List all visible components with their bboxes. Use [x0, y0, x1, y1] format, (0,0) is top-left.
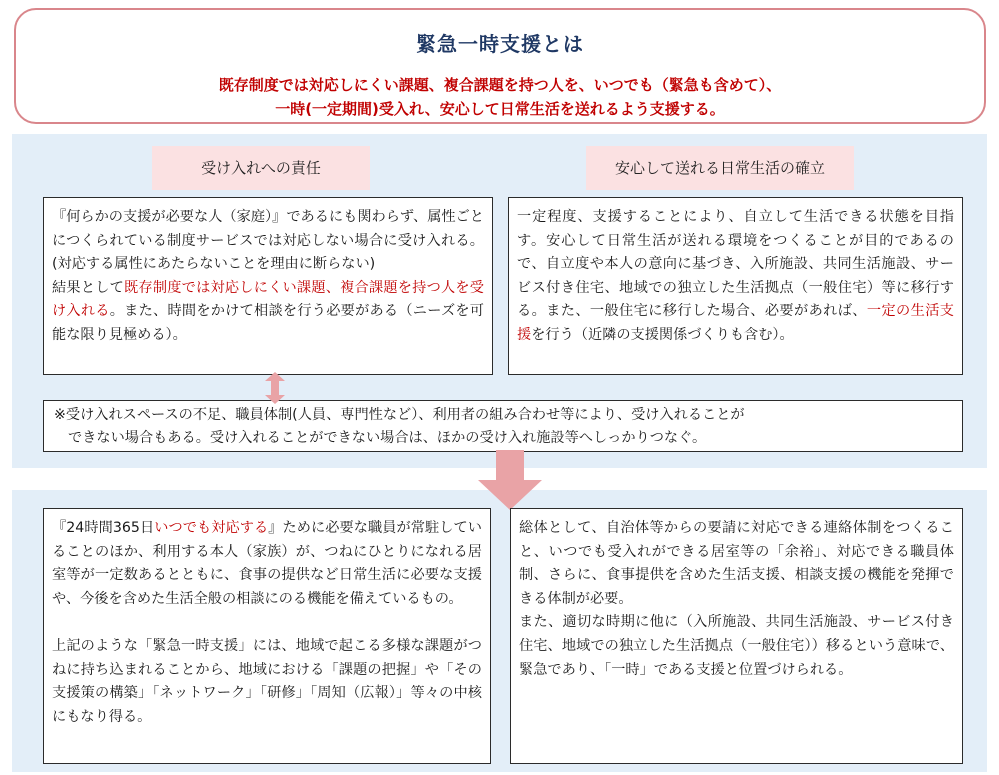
function-p1-highlight: いつでも対応する: [154, 520, 269, 536]
function-p1-prefix: 『24時間365日: [52, 520, 155, 536]
daily-life-box: [508, 197, 963, 375]
subtitle-line-2: 一時(一定期間)受入れ、安心して日常生活を送れるよう支援する。: [275, 100, 725, 118]
daily-life-text: 一定程度、支援することにより、自立して生活できる状態を目指す。安心して日常生活が送れる環境をつくることが目的であるので、自立度や本人の意向に基づき、入所施設、共同生活施設、サービス付き住宅、地域での独立した生活拠点（一般住宅）等に移行する。また、一般住宅に移行した場合、必要があれば、: [517, 209, 954, 320]
note-box: [43, 400, 963, 452]
function-paragraph-1: [52, 517, 482, 611]
daily-life-highlight: 一定の生活支援: [517, 303, 954, 343]
responsibility-p2-prefix: 結果として: [52, 279, 125, 296]
system-paragraph-2: また、適切な時期に他に（入所施設、共同生活施設、サービス付き住宅、地域での独立した生活拠点（一般住宅））移るという意味で、緊急であり、「一時」である支援と位置づけられる。: [519, 614, 954, 678]
page-title: 緊急一時支援とは: [416, 32, 584, 56]
function-paragraph-2: 上記のような「緊急一時支援」には、地域で起こる多様な課題がつねに持ち込まれることから、地域における「課題の把握」や「その支援策の構築」「ネットワーク」「研修」「周知（広報）」等々の中核にもなり得る。: [52, 637, 482, 725]
note-line-1: ※受け入れスペースの不足、職員体制(人員、専門性など）、利用者の組み合わせ等により、受け入れることが: [54, 407, 745, 423]
system-box: [510, 508, 963, 764]
header-box: [14, 8, 986, 124]
heading-daily-life: 安心して送れる日常生活の確立: [586, 146, 854, 190]
down-arrow-icon: [478, 450, 542, 510]
function-p1-suffix: 』ために必要な職員が常駐していることのほか、利用する本人（家族）が、つねにひとりになれる居室等が一定数あるとともに、食事の提供など日常生活に必要な支援や、今後を含めた生活全般の相談にのる機能を備えているもの。: [52, 520, 482, 607]
paragraph-spacer: [52, 611, 482, 635]
heading-responsibility: 受け入れへの責任: [152, 146, 370, 190]
daily-life-suffix: を行う（近隣の支援関係づくりも含む）。: [531, 326, 794, 343]
note-line-2: できない場合もある。受け入れることができない場合は、ほかの受け入れ施設等へしっかりつなぐ。: [68, 430, 707, 446]
responsibility-paragraph-2: [52, 277, 484, 348]
system-paragraph-1: 総体として、自治体等からの要請に対応できる連絡体制をつくること、いつでも受入れができる居室等の「余裕」、対応できる職員体制、さらに、食事提供を含めた生活支援、相談支援の機能を発揮できる体制が必要。: [519, 520, 954, 607]
subtitle-line-1: 既存制度では対応しにくい課題、複合課題を持つ人を、いつでも（緊急も含めて）、: [218, 76, 782, 94]
responsibility-p2-suffix: 。また、時間をかけて相談を行う必要がある（ニーズを可能な限り見極める）。: [52, 303, 484, 343]
double-vertical-arrow-icon: [264, 372, 286, 404]
responsibility-box: [43, 197, 493, 375]
responsibility-p2-highlight: 既存制度では対応しにくい課題、複合課題を持つ人を受け入れる: [52, 279, 484, 320]
responsibility-paragraph-1: 『何らかの支援が必要な人（家庭）』であるにも関わらず、属性ごとにつくられている制度サービスでは対応しない場合に受け入れる。(対応する属性にあたらないことを理由に断らない): [52, 209, 484, 273]
function-box: [43, 508, 491, 764]
